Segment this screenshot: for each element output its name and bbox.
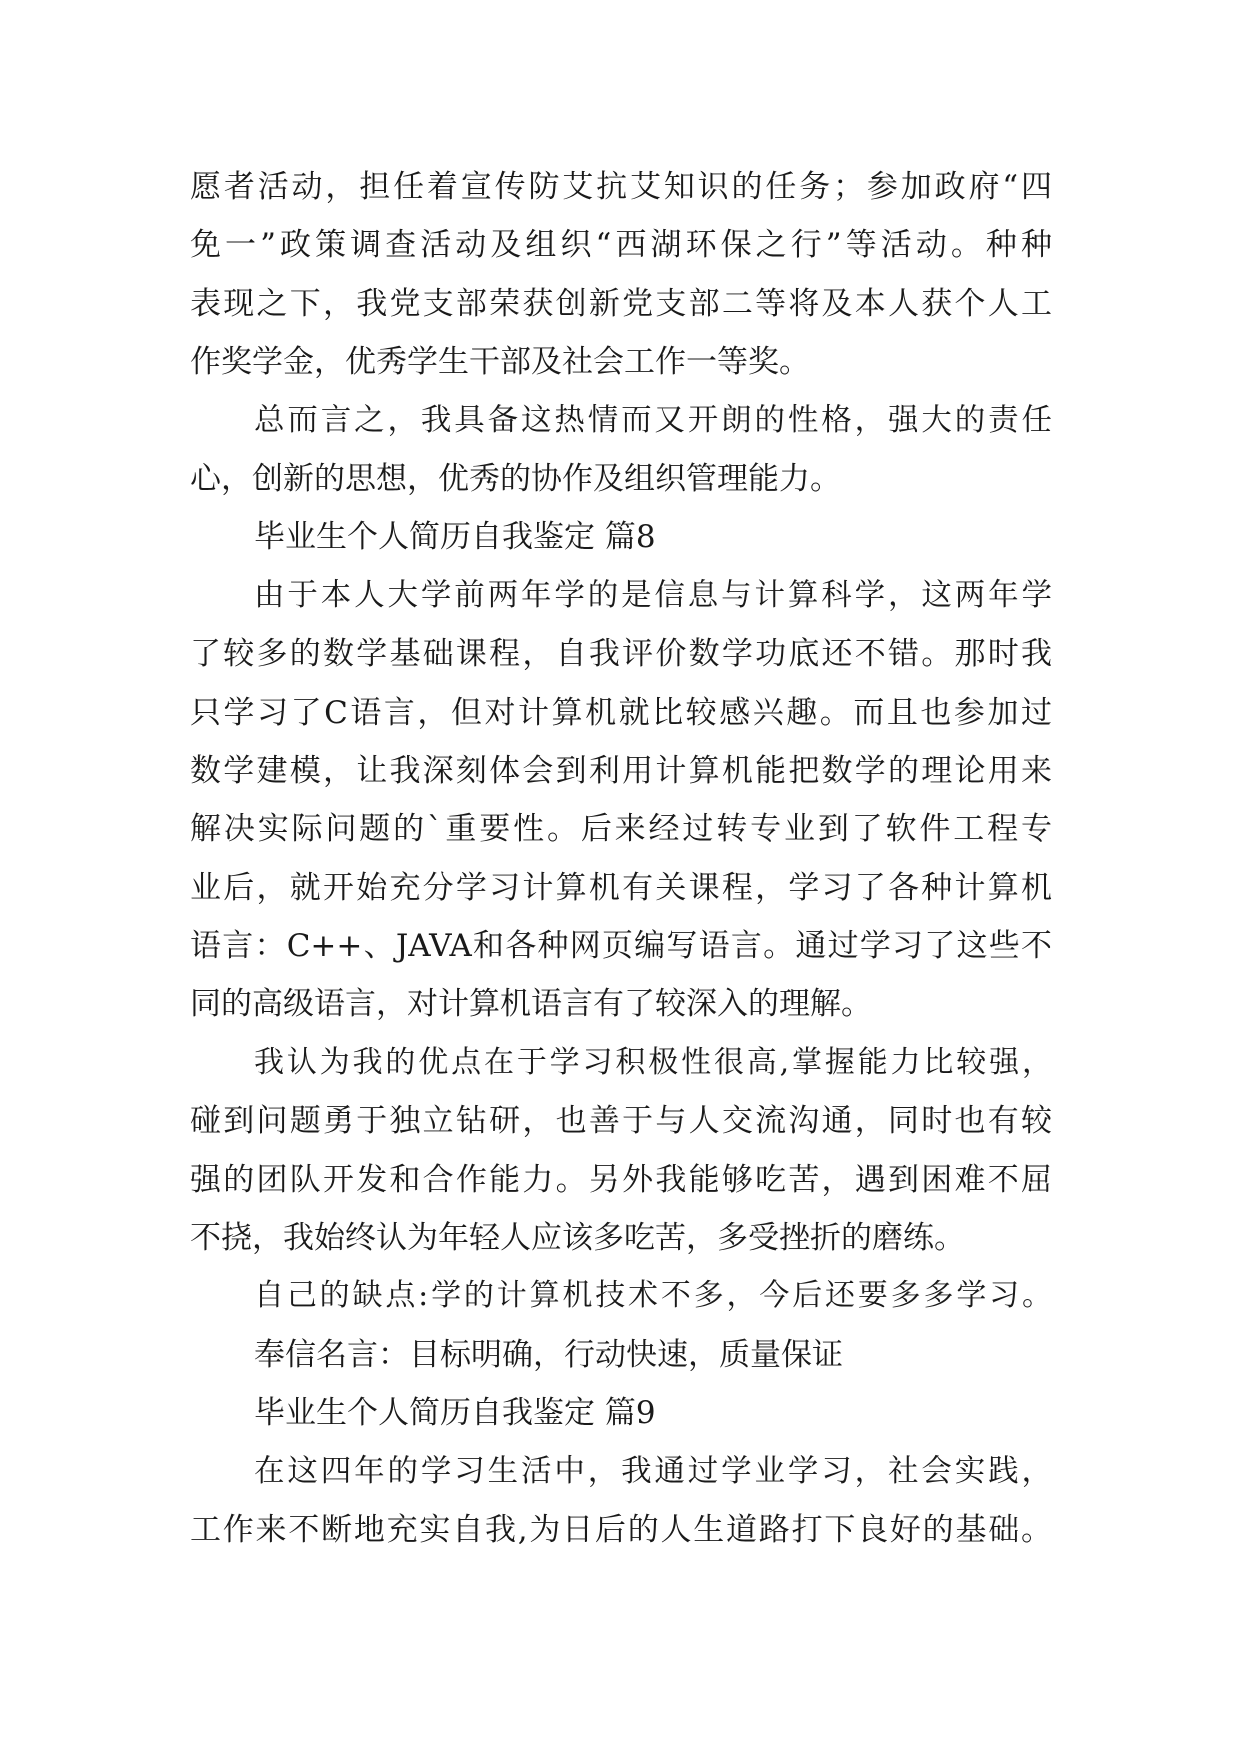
text-line: 数学建模，让我深刻体会到利用计算机能把数学的理论用来	[190, 752, 1052, 789]
text-line: 只学习了C语言，但对计算机就比较感兴趣。而且也参加过	[190, 694, 1052, 731]
text-line: 表现之下，我党支部荣获创新党支部二等将及本人获个人工	[190, 285, 1052, 322]
text-line: 心，创新的思想，优秀的协作及组织管理能力。	[190, 460, 841, 497]
text-line: 不挠，我始终认为年轻人应该多吃苦，多受挫折的磨练。	[190, 1220, 965, 1257]
text-line: 免一”政策调查活动及组织“西湖环保之行”等活动。种种	[190, 227, 1052, 264]
text-line: 业后，就开始充分学习计算机有关课程，学习了各种计算机	[190, 869, 1052, 906]
paragraph-start-line: 我认为我的优点在于学习积极性很高,掌握能力比较强，	[254, 1044, 1052, 1080]
text-line: 同的高级语言，对计算机语言有了较深入的理解。	[190, 986, 872, 1023]
text-line: 工作来不断地充实自我,为日后的人生道路打下良好的基础。	[190, 1511, 1052, 1548]
paragraph-start-line: 在这四年的学习生活中，我通过学业学习，社会实践，	[254, 1453, 1052, 1489]
text-line: 碰到问题勇于独立钻研，也善于与人交流沟通，同时也有较	[190, 1103, 1052, 1140]
text-line: 作奖学金，优秀学生干部及社会工作一等奖。	[190, 344, 810, 381]
section-heading: 毕业生个人简历自我鉴定 篇8	[254, 519, 656, 556]
text-line: 了较多的数学基础课程，自我评价数学功底还不错。那时我	[190, 636, 1052, 673]
text-line: 强的团队开发和合作能力。另外我能够吃苦，遇到困难不屈	[190, 1161, 1052, 1198]
paragraph-start-line: 由于本人大学前两年学的是信息与计算科学，这两年学	[254, 577, 1052, 613]
text-line: 解决实际问题的`重要性。后来经过转专业到了软件工程专	[190, 811, 1052, 848]
section-heading: 毕业生个人简历自我鉴定 篇9	[254, 1395, 656, 1432]
text-line: 愿者活动，担任着宣传防艾抗艾知识的任务；参加政府“四	[190, 169, 1052, 205]
document-body	[190, 158, 1052, 1559]
paragraph-start-line: 总而言之，我具备这热情而又开朗的性格，强大的责任	[254, 402, 1052, 438]
paragraph-start-line: 自己的缺点:学的计算机技术不多，今后还要多多学习。	[254, 1278, 1052, 1314]
text-line: 语言：C++、JAVA和各种网页编写语言。通过学习了这些不	[190, 928, 1052, 965]
paragraph-start-line: 奉信名言：目标明确，行动快速，质量保证	[254, 1336, 843, 1373]
